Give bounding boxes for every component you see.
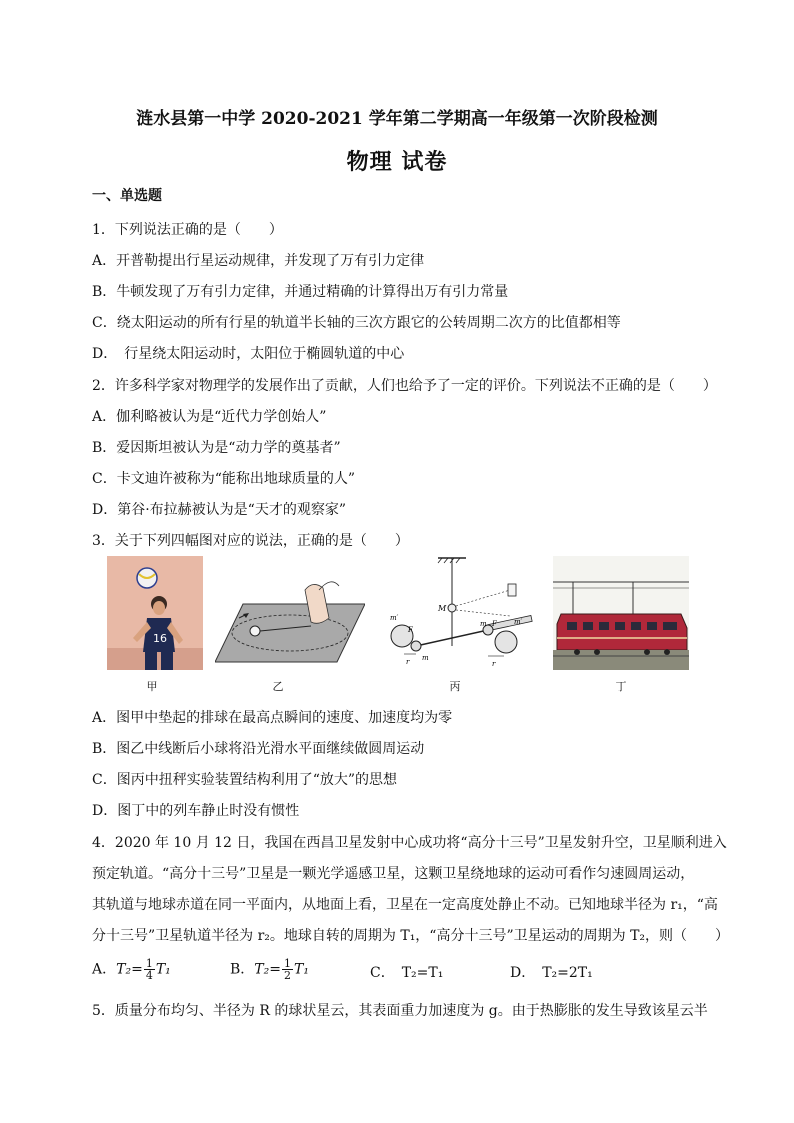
q4-option-c: C． T₂=T₁ [370,965,444,981]
section-heading: 一、单选题 [92,188,162,204]
caption-bing: 丙 [449,680,461,693]
label-M: M [438,604,447,613]
q4-line-1: 4．2020 年 10 月 12 日，我国在西昌卫星发射中心成功将“高分十三号”卫星发射升空，卫星顺利进入 [92,835,727,851]
label-F-right: F [492,620,497,628]
q1-stem: 1．下列说法正确的是（ ） [92,222,283,238]
caption-jia: 甲 [146,680,158,693]
q2-option-b: B．爱因斯坦被认为是“动力学的奠基者” [92,440,341,456]
caption-yi: 乙 [272,680,284,693]
label-F-left: F [408,626,413,634]
q5-line-1: 5．质量分布均匀、半径为 R 的球状星云，其表面重力加速度为 g。由于热膨胀的发生导致该星云半 [92,1003,708,1019]
jersey-number: 16 [153,632,167,645]
label-m-prime-right: m′ [514,618,523,626]
caption-ding: 丁 [615,680,627,693]
label-r-left: r [406,658,410,666]
q1-option-c: C．绕太阳运动的所有行星的轨道半长轴的三次方跟它的公转周期二次方的比值都相等 [92,315,621,331]
q2-option-d: D．第谷·布拉赫被认为是“天才的观察家” [92,502,346,518]
q4-line-4: 分十三号”卫星轨道半径为 r₂。地球自转的周期为 T₁，“高分十三号”卫星运动的周期为 T₂，则（ ） [92,928,730,944]
fraction-one-quarter: $\frac{1}{4}$ [145,957,153,982]
q1-option-b: B．牛顿发现了万有引力定律，并通过精确的计算得出万有引力常量 [92,284,509,300]
figure-torsion-balance [386,556,534,670]
figure-volleyball-photo [107,556,203,670]
figure-circular-motion [215,556,365,670]
q2-option-a: A．伽利略被认为是“近代力学创始人” [92,409,327,425]
q3-option-d: D．图丁中的列车静止时没有惯性 [92,803,300,819]
q1-option-d: D． 行星绕太阳运动时，太阳位于椭圆轨道的中心 [92,346,405,362]
label-m-left: m [422,654,429,662]
q4-option-d: D． T₂=2T₁ [510,965,593,981]
q2-stem: 2．许多科学家对物理学的发展作出了贡献，人们也给予了一定的评价。下列说法不正确的是（ ） [92,378,717,394]
label-m-right: m [480,620,487,628]
q4-line-2: 预定轨道。“高分十三号”卫星是一颗光学遥感卫星，这颗卫星绕地球的运动可看作匀速圆周运动， [92,866,695,882]
q3-option-a: A．图甲中垫起的排球在最高点瞬间的速度、加速度均为零 [92,710,453,726]
q4-line-3: 其轨道与地球赤道在同一平面内，从地面上看，卫星在一定高度处静止不动。已知地球半径为 r₁，“高 [92,897,718,913]
label-m-prime-left: m′ [390,614,399,622]
q3-option-b: B．图乙中线断后小球将沿光滑水平面继续做圆周运动 [92,741,425,757]
q4-options [92,958,712,982]
q4-option-a: A．T₂= $\frac{1}{4}$ T₁ [92,957,171,982]
q2-option-c: C．卡文迪许被称为“能称出地球质量的人” [92,471,356,487]
q1-option-a: A．开普勒提出行星运动规律，并发现了万有引力定律 [92,253,425,269]
fraction-one-half: $\frac{1}{2}$ [283,957,291,982]
exam-title: 涟水县第一中学 2020-2021 学年第二学期高一年级第一次阶段检测 [136,109,658,129]
exam-subtitle: 物理 试卷 [346,149,448,175]
label-r-right: r [492,660,496,668]
figure-train [553,556,689,670]
q3-stem: 3．关于下列四幅图对应的说法，正确的是（ ） [92,533,409,549]
q4-option-b: B．T₂= $\frac{1}{2}$ T₁ [230,957,309,982]
q3-option-c: C．图丙中扭秤实验装置结构利用了“放大”的思想 [92,772,398,788]
